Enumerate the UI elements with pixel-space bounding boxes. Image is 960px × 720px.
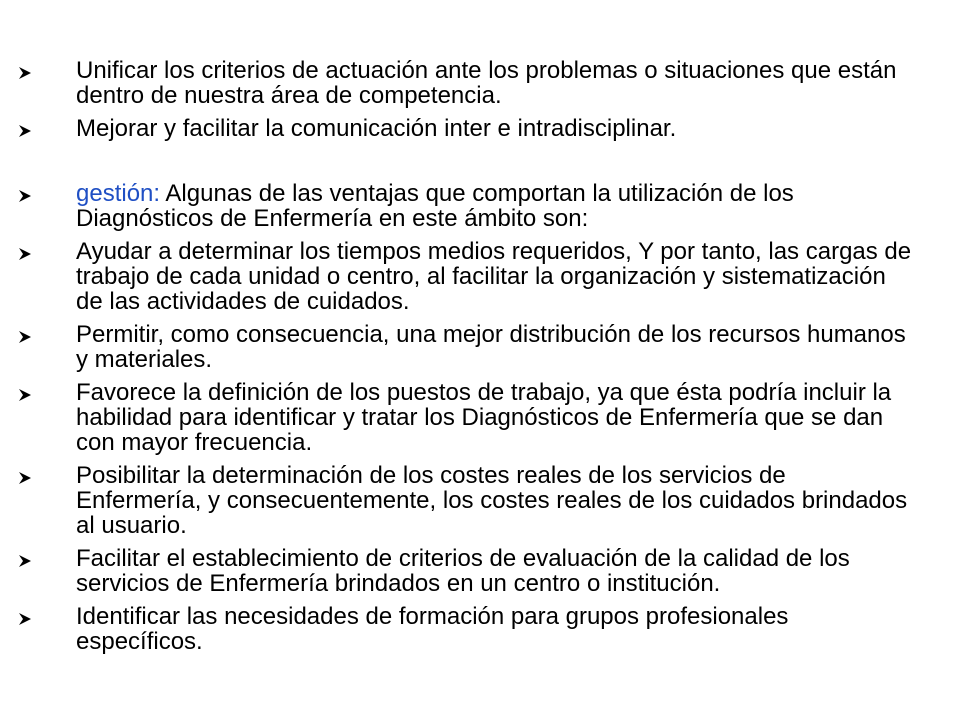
bullet-list bbox=[16, 58, 916, 654]
list-item-text: Ayudar a determinar los tiempos medios requeridos, Y por tanto, las cargas de trabajo de cada unidad o centro, al facilitar la organización y sistematización de las actividades de cuidados. bbox=[76, 238, 912, 315]
list-item bbox=[16, 463, 916, 538]
arrow-right-icon bbox=[16, 322, 76, 347]
arrow-right-icon bbox=[16, 58, 76, 83]
list-item bbox=[16, 546, 916, 596]
arrow-right-icon bbox=[16, 116, 76, 141]
list-item bbox=[16, 380, 916, 455]
list-item bbox=[16, 322, 916, 372]
arrow-right-icon bbox=[16, 604, 76, 629]
list-item bbox=[16, 239, 916, 314]
list-item-text bbox=[76, 181, 916, 231]
list-item-text: Permitir, como consecuencia, una mejor distribución de los recursos humanos y materiales. bbox=[76, 321, 906, 373]
highlight-keyword: gestión: bbox=[76, 180, 161, 207]
list-item bbox=[16, 181, 916, 231]
list-item-text: Unificar los criterios de actuación ante los problemas o situaciones que están dentro de nuestra área de competencia. bbox=[76, 57, 897, 109]
list-item bbox=[16, 604, 916, 654]
list-item-text: Posibilitar la determinación de los costes reales de los servicios de Enfermería, y consecuentemente, los costes reales de los cuidados brindados al usuario. bbox=[76, 462, 908, 539]
arrow-right-icon bbox=[16, 546, 76, 571]
list-item-text: Favorece la definición de los puestos de trabajo, ya que ésta podría incluir la habilidad para identificar y tratar los Diagnósticos de Enfermería que se dan con mayor frecuencia. bbox=[76, 379, 892, 456]
list-item-body: Algunas de las ventajas que comportan la utilización de los Diagnósticos de Enfermería en este ámbito son: bbox=[76, 180, 794, 232]
list-item bbox=[16, 58, 916, 108]
arrow-right-icon bbox=[16, 380, 76, 405]
list-item-text: Mejorar y facilitar la comunicación inter e intradisciplinar. bbox=[76, 115, 677, 142]
arrow-right-icon bbox=[16, 239, 76, 264]
arrow-right-icon bbox=[16, 463, 76, 488]
list-item bbox=[16, 116, 916, 141]
list-item-text: Identificar las necesidades de formación para grupos profesionales específicos. bbox=[76, 603, 789, 655]
list-item-text: Facilitar el establecimiento de criterios de evaluación de la calidad de los servicios de Enfermería brindados en un centro o institución. bbox=[76, 545, 850, 597]
arrow-right-icon bbox=[16, 181, 76, 206]
